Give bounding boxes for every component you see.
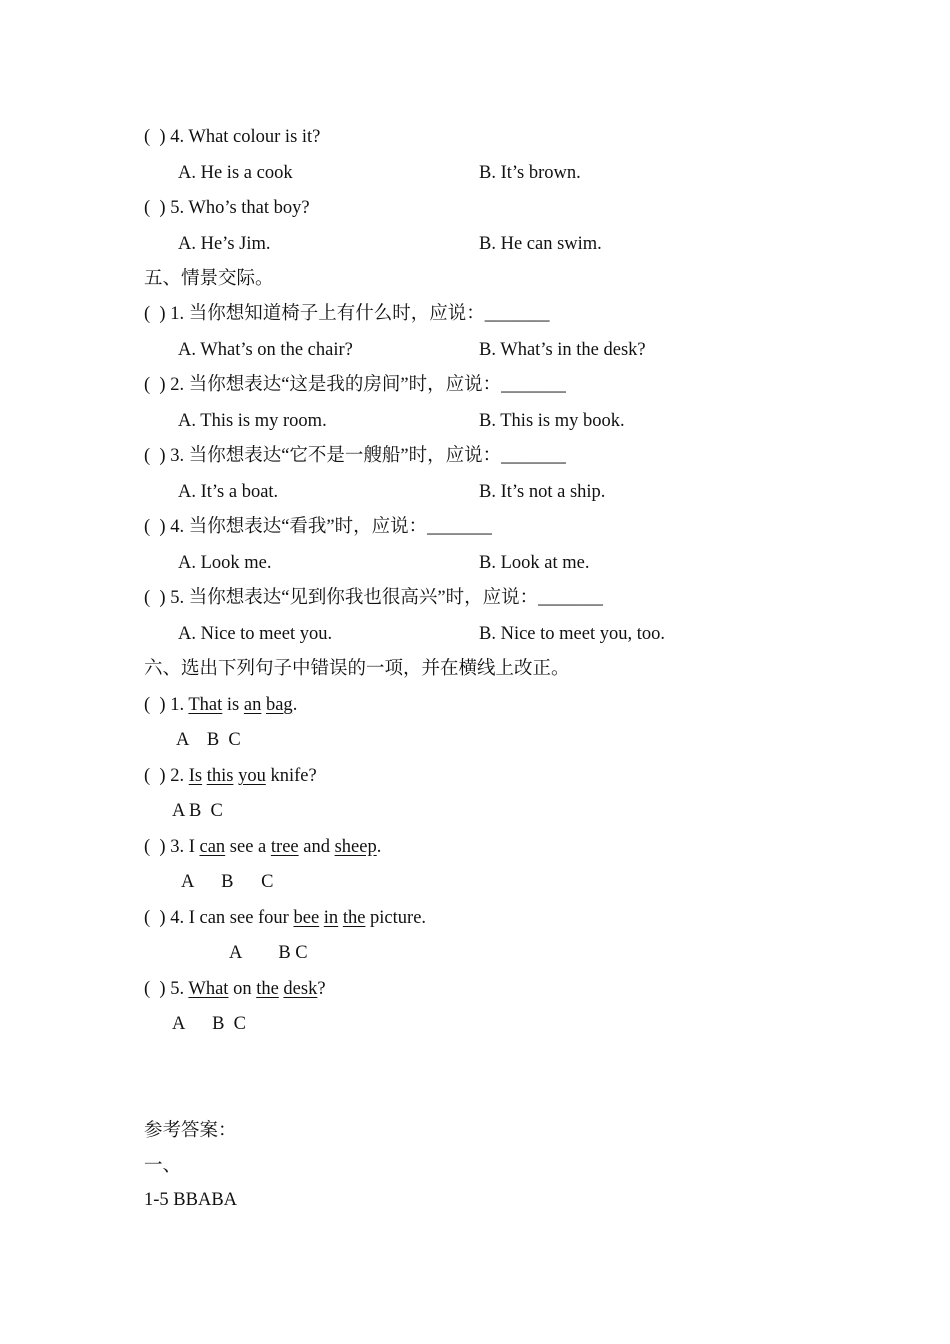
s6-q4-text-3: picture.: [365, 908, 427, 928]
question-5-stem: ( ) 5. Who’s that boy?: [144, 198, 310, 218]
s6-question-3: [144, 835, 381, 859]
question-4-option-a: A. He is a cook: [178, 163, 293, 183]
s6-question-1: [144, 693, 297, 717]
s5-question-2-option-b: B. This is my book.: [479, 411, 625, 431]
s6-q3-letters: A B C: [181, 872, 274, 892]
s6-q3-text-2: and: [298, 837, 335, 857]
question-4-option-b: B. It’s brown.: [479, 163, 581, 183]
s6-q3-word-b: tree: [270, 837, 299, 857]
s5-question-2-stem: ( ) 2. 当你想表达“这是我的房间”时，应说：_______: [144, 375, 566, 395]
s6-q5-word-a: What: [188, 979, 229, 999]
s6-q1-letters: A B C: [176, 730, 241, 750]
s6-q3-word-a: can: [199, 837, 226, 857]
s6-q2-letters: A B C: [172, 801, 223, 821]
s6-q5-word-b: the: [256, 979, 279, 999]
s6-q1-word-b: an: [243, 695, 262, 715]
s6-q2-word-c: you: [238, 766, 266, 786]
s6-q5-prefix: ( ) 5.: [144, 979, 189, 999]
answers-section-1: 一、: [144, 1156, 182, 1176]
s6-q4-word-b: in: [323, 908, 339, 928]
s6-q1-text-3: .: [292, 695, 298, 715]
question-4-stem: ( ) 4. What colour is it?: [144, 127, 321, 147]
s6-q2-text-3: knife?: [265, 766, 317, 786]
question-5-option-a: A. He’s Jim.: [178, 234, 271, 254]
s6-q4-word-c: the: [342, 908, 366, 928]
s6-q4-prefix: ( ) 4. I can see four: [144, 908, 294, 928]
s5-question-1-stem: ( ) 1. 当你想知道椅子上有什么时，应说：_______: [144, 304, 550, 324]
section-6-heading: 六、选出下列句子中错误的一项，并在横线上改正。: [144, 659, 570, 679]
answers-line-1: 1-5 BBABA: [144, 1190, 238, 1210]
s6-q2-word-a: Is: [188, 766, 203, 786]
s5-question-3-option-b: B. It’s not a ship.: [479, 482, 606, 502]
s5-question-1-option-a: A. What’s on the chair?: [178, 340, 353, 360]
s5-question-5-option-a: A. Nice to meet you.: [178, 624, 333, 644]
s6-q1-word-c: bag: [265, 695, 293, 715]
s6-q5-letters: A B C: [172, 1014, 247, 1034]
section-5-heading: 五、情景交际。: [144, 269, 274, 289]
answers-heading: 参考答案：: [144, 1121, 237, 1141]
s6-q5-word-c: desk: [283, 979, 318, 999]
s6-q3-prefix: ( ) 3. I: [144, 837, 200, 857]
s6-q4-letters: A B C: [229, 943, 308, 963]
s6-q1-prefix: ( ) 1.: [144, 695, 189, 715]
s5-question-4-stem: ( ) 4. 当你想表达“看我”时，应说：_______: [144, 517, 492, 537]
s5-question-5-option-b: B. Nice to meet you, too.: [479, 624, 665, 644]
s6-q4-word-a: bee: [293, 908, 320, 928]
s5-question-3-option-a: A. It’s a boat.: [178, 482, 279, 502]
s6-q5-text-3: ?: [317, 979, 326, 999]
s5-question-5-stem: ( ) 5. 当你想表达“见到你我也很高兴”时，应说：_______: [144, 588, 603, 608]
s6-question-2: [144, 764, 317, 788]
s5-question-2-option-a: A. This is my room.: [178, 411, 327, 431]
s5-question-4-option-b: B. Look at me.: [479, 553, 590, 573]
s5-question-1-option-b: B. What’s in the desk?: [479, 340, 646, 360]
s6-q3-text-3: .: [376, 837, 382, 857]
s6-q5-text-1: on: [228, 979, 257, 999]
s6-q1-text-1: is: [222, 695, 244, 715]
s5-question-4-option-a: A. Look me.: [178, 553, 272, 573]
s6-q3-word-c: sheep: [334, 837, 377, 857]
question-5-option-b: B. He can swim.: [479, 234, 602, 254]
s6-q3-text-1: see a: [225, 837, 271, 857]
s6-question-4: [144, 906, 426, 930]
s6-q2-prefix: ( ) 2.: [144, 766, 189, 786]
s6-question-5: [144, 977, 326, 1001]
s6-q1-word-a: That: [188, 695, 223, 715]
s6-q2-word-b: this: [206, 766, 234, 786]
s5-question-3-stem: ( ) 3. 当你想表达“它不是一艘船”时，应说：_______: [144, 446, 566, 466]
